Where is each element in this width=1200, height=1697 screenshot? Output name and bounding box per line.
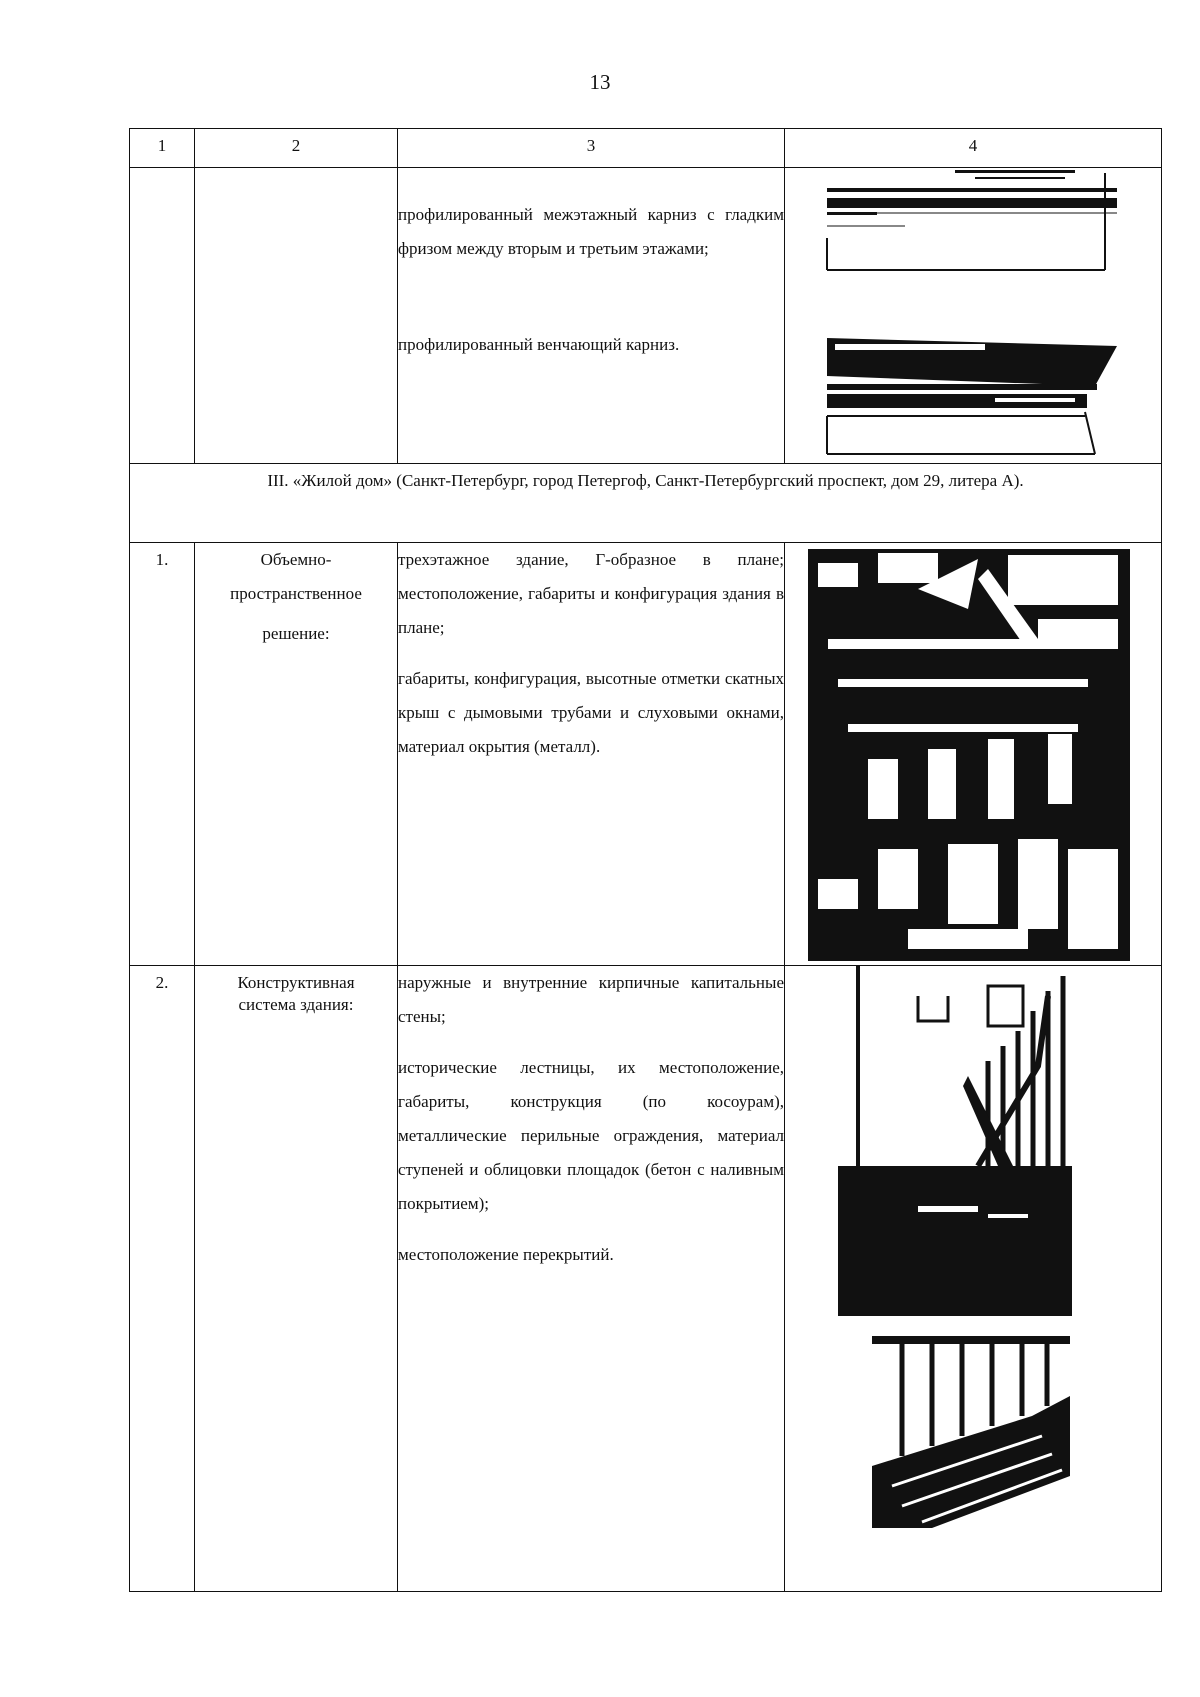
monument-subject-table: [129, 128, 1162, 1592]
table-row: [130, 966, 1162, 1592]
row-name-line: пространственное: [230, 584, 362, 603]
table-cell-description: [398, 966, 785, 1592]
table-header-row: [130, 129, 1162, 168]
row-name: [195, 966, 398, 1592]
column-header-2: 2: [195, 129, 398, 168]
description-paragraph: исторические лестницы, их местоположение, габариты, конструкция (по косоурам), металлические перильные ограждения, материал ступеней и облицовки площадок (бетон с наливным покрытием);: [398, 1058, 784, 1213]
description-paragraph: профилированный венчающий карниз.: [398, 335, 680, 354]
table-row-cornices: [130, 168, 1162, 464]
row-number: 1.: [130, 543, 195, 966]
description-paragraph: габариты, конфигурация, высотные отметки скатных крыш с дымовыми трубами и слуховыми окнами, материал окрытия (металл).: [398, 669, 784, 756]
table-cell-image: [785, 168, 1162, 464]
table-cell: [195, 168, 398, 464]
row-number: 2.: [130, 966, 195, 1592]
section-title: III. «Жилой дом» (Санкт-Петербург, город Петергоф, Санкт-Петербургский проспект, дом 29, литера А).: [130, 464, 1162, 543]
description-paragraph: трехэтажное здание, Г-образное в плане; местоположение, габариты и конфигурация здания в плане;: [398, 550, 784, 637]
row-name-line: система здания:: [238, 995, 354, 1014]
description-paragraph: профилированный межэтажный карниз с гладким фризом между вторым и третьим этажами;: [398, 205, 784, 258]
staircase-photo-2: [872, 1336, 1070, 1528]
table-cell-image: [785, 543, 1162, 966]
row-name-line: Конструктивная: [237, 973, 355, 992]
facade-photo: [808, 549, 1130, 961]
cornice-drawing-2: [825, 336, 1125, 456]
row-name: [195, 543, 398, 966]
row-name-line: Объемно-: [260, 550, 332, 569]
table-cell: [130, 168, 195, 464]
description-paragraph: местоположение перекрытий.: [398, 1245, 614, 1264]
description-paragraph: наружные и внутренние кирпичные капитальные стены;: [398, 973, 784, 1026]
staircase-photo-1: [838, 966, 1072, 1316]
column-header-4: 4: [785, 129, 1162, 168]
table-cell-image: [785, 966, 1162, 1592]
cornice-drawing-1: [825, 168, 1125, 278]
column-header-1: 1: [130, 129, 195, 168]
table-cell-description: [398, 543, 785, 966]
page-number: 13: [589, 70, 611, 94]
section-row: [130, 464, 1162, 543]
row-name-line: решение:: [262, 624, 330, 643]
table-cell-description: [398, 168, 785, 464]
table-row: [130, 543, 1162, 966]
column-header-3: 3: [398, 129, 785, 168]
